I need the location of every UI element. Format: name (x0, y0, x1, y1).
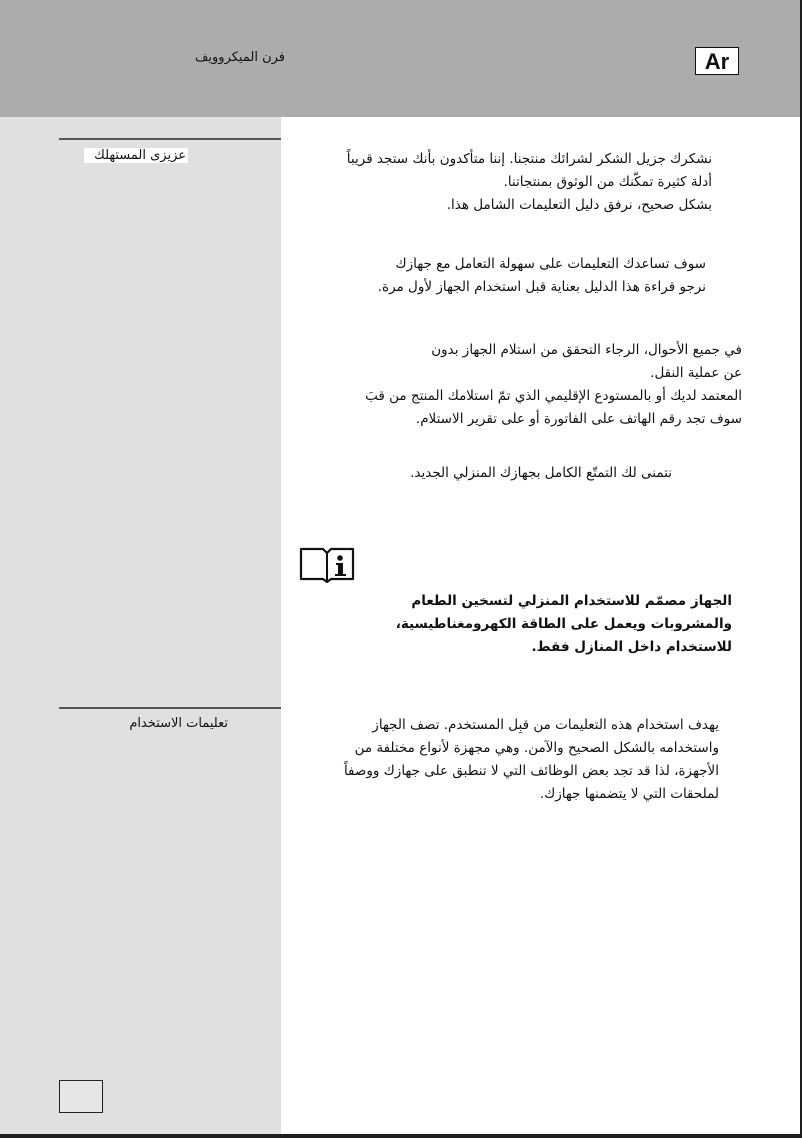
usage-paragraph (295, 714, 719, 806)
delivery-line: المعتمد لديك أو بالمستودع الإقليمي الذي تمّ استلامك المنتج من قبَ (365, 388, 742, 404)
language-badge: Ar (695, 47, 739, 75)
intro-paragraph (300, 148, 712, 217)
notice-paragraph (300, 590, 732, 659)
notice-line: والمشروبات ويعمل على الطاقة الكهرومغناطيسية، (395, 616, 732, 632)
help-line: سوف تساعدك التعليمات على سهولة التعامل مع جهازك (395, 256, 706, 272)
usage-line: الأجهزة، لذا قد تجد بعض الوظائف التي لا تنطبق على جهازك ووصفاً (343, 763, 719, 779)
info-book-icon (299, 545, 355, 583)
notice-line: الجهاز مصمّم للاستخدام المنزلي لتسخين الطعام (411, 593, 732, 609)
notice-line: للاستخدام داخل المنازل فقط. (531, 639, 732, 655)
intro-line: نشكرك جزيل الشكر لشرائك منتجنا. إننا متأكدون بأنك ستجد قريباً (346, 151, 712, 167)
page-header (0, 0, 800, 117)
page-number-box (59, 1080, 103, 1113)
sidebar-rule-usage (59, 707, 281, 709)
bottom-rule (0, 1134, 802, 1138)
sidebar (0, 117, 281, 1134)
sidebar-rule-consumer (59, 138, 281, 140)
wish-paragraph (300, 462, 672, 485)
document-title: فرن الميكروويف (194, 50, 285, 65)
delivery-line: عن عملية النقل. (650, 365, 742, 381)
intro-line: بشكل صحيح، نرفق دليل التعليمات الشامل هذا. (446, 197, 712, 213)
sidebar-label-usage-instructions: تعليمات الاستخدام (129, 716, 228, 731)
sidebar-label-dear-consumer: عزيزى المستهلك (84, 148, 188, 163)
usage-line: لملحقات التي لا يتضمنها جهازك. (539, 786, 719, 802)
help-line: نرجو قراءة هذا الدليل بعناية قبل استخدام الجهاز لأول مرة. (377, 279, 706, 295)
delivery-paragraph (300, 339, 742, 431)
help-paragraph (300, 253, 706, 299)
usage-line: يهدف استخدام هذه التعليمات من قبِل المستخدم. تصف الجهاز (372, 717, 719, 733)
delivery-line: في جميع الأحوال، الرجاء التحقق من استلام الجهاز بدون (431, 342, 742, 358)
intro-line: أدلة كثيرة تمكّنك من الوثوق بمنتجاتنا. (503, 174, 712, 190)
delivery-line: سوف تجد رقم الهاتف على الفاتورة أو على تقرير الاستلام. (415, 411, 742, 427)
wish-line: نتمنى لك التمتّع الكامل بجهازك المنزلي الجديد. (410, 465, 672, 481)
usage-line: واستخدامه بالشكل الصحيح والآمن. وهي مجهزة لأنواع مختلفة من (354, 740, 719, 756)
